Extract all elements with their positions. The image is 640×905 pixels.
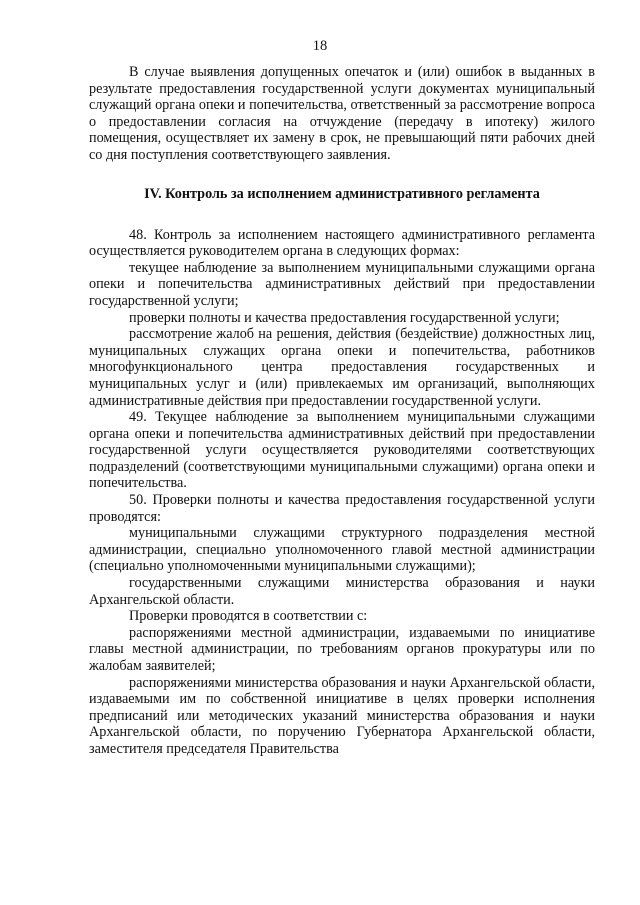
page-body	[89, 64, 595, 758]
paragraph-48-control-forms: 48. Контроль за исполнением настоящего административного регламента осуществляется руководителем органа в следующих формах:	[89, 226, 595, 260]
paragraph-ministry-orders: распоряжениями министерства образования и науки Архангельской области, издаваемыми им по собственной инициативе в целях проверки исполнения предписаний или методических указаний министерства образования и науки Архангельской области, по поручению Губернатора Архангельской области, заместителя председателя Правительства	[89, 674, 595, 757]
paragraph-municipal-employees: муниципальными служащими структурного подразделения местной администрации, специально уполномоченного главой местной администрации (специально уполномоченными муниципальными служащими);	[89, 525, 595, 575]
paragraph-state-employees: государственными служащими министерства образования и науки Архангельской области.	[89, 575, 595, 608]
paragraph-local-orders: распоряжениями местной администрации, издаваемыми по инициативе главы местной администрации, по требованиям органов прокуратуры или по жалобам заявителей;	[89, 624, 595, 674]
paragraph-49-current-monitoring: 49. Текущее наблюдение за выполнением муниципальными служащими органа опеки и попечительства административных действий при предоставлении государственной услуги осуществляется руководителями соответствующих подразделений (соответствующими муниципальными служащими) органа опеки и попечительства.	[89, 409, 595, 492]
section-heading: IV. Контроль за исполнением административного регламента	[144, 185, 540, 202]
paragraph-current-monitoring: текущее наблюдение за выполнением муниципальными служащими органа опеки и попечительства административных действий при предоставлении государственной услуги;	[89, 259, 595, 309]
paragraph-checks-basis: Проверки проводятся в соответствии с:	[129, 608, 368, 625]
paragraph-typo-correction: В случае выявления допущенных опечаток и (или) ошибок в выданных в результате предоставления государственной услуги документах муниципальный служащий органа опеки и попечительства, ответственный за рассмотрение вопроса о предоставлении согласия на отчуждение (передачу в ипотеку) жилого помещения, осуществляет их замену в срок, не превышающий пяти рабочих дней со дня поступления соответствующего заявления.	[89, 64, 595, 163]
paragraph-complaints-review: рассмотрение жалоб на решения, действия (бездействие) должностных лиц, муниципальных служащих органа опеки и попечительства, работников многофункционального центра предоставления государственных и муниципальных услуг и (или) привлекаемых им организаций, выполняющих административные действия при предоставлении государственной услуги.	[89, 326, 595, 409]
page-number: 18	[312, 38, 328, 54]
paragraph-50-checks-conducted: 50. Проверки полноты и качества предоставления государственной услуги проводятся:	[89, 492, 595, 525]
paragraph-completeness-checks: проверки полноты и качества предоставления государственной услуги;	[129, 309, 560, 326]
